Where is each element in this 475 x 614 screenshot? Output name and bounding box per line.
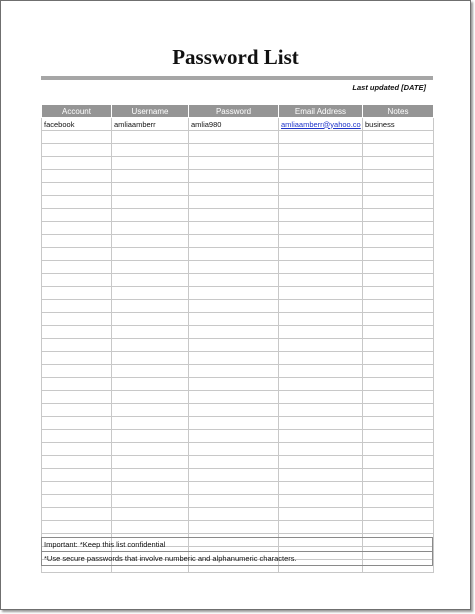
password-cell[interactable] (189, 391, 279, 404)
account-cell[interactable] (42, 495, 112, 508)
account-cell[interactable] (42, 456, 112, 469)
password-cell[interactable] (189, 144, 279, 157)
email-cell[interactable] (279, 365, 363, 378)
table-row (42, 521, 434, 534)
password-cell[interactable] (189, 495, 279, 508)
username-cell[interactable] (112, 417, 189, 430)
table-row (42, 235, 434, 248)
account-cell[interactable] (42, 482, 112, 495)
email-cell[interactable] (279, 469, 363, 482)
email-cell[interactable] (279, 391, 363, 404)
email-cell[interactable] (279, 339, 363, 352)
account-cell[interactable] (42, 209, 112, 222)
account-cell[interactable] (42, 170, 112, 183)
email-cell[interactable] (279, 417, 363, 430)
notes-cell[interactable] (363, 235, 434, 248)
username-cell[interactable] (112, 443, 189, 456)
account-cell[interactable] (42, 196, 112, 209)
account-cell[interactable] (42, 183, 112, 196)
password-cell[interactable] (189, 365, 279, 378)
email-cell[interactable] (279, 443, 363, 456)
table-row (42, 482, 434, 495)
table-row (42, 508, 434, 521)
notes-cell[interactable] (363, 495, 434, 508)
email-cell[interactable] (279, 209, 363, 222)
email-cell[interactable] (279, 235, 363, 248)
account-cell[interactable] (42, 235, 112, 248)
account-cell[interactable] (42, 508, 112, 521)
email-link[interactable]: amliaamberr@yahoo.co (279, 118, 363, 131)
notes-cell[interactable] (363, 365, 434, 378)
password-cell[interactable] (189, 183, 279, 196)
password-cell[interactable] (189, 378, 279, 391)
notes-cell[interactable] (363, 157, 434, 170)
account-cell[interactable] (42, 313, 112, 326)
password-cell[interactable] (189, 469, 279, 482)
password-cell[interactable] (189, 157, 279, 170)
table-row (42, 365, 434, 378)
table-row (42, 378, 434, 391)
notes-cell[interactable] (363, 144, 434, 157)
account-cell[interactable] (42, 157, 112, 170)
column-header-email[interactable]: Email Address (279, 105, 363, 118)
password-cell[interactable] (189, 404, 279, 417)
account-cell[interactable] (42, 378, 112, 391)
table-row (42, 391, 434, 404)
password-cell[interactable] (189, 339, 279, 352)
account-cell[interactable] (42, 404, 112, 417)
username-cell[interactable] (112, 469, 189, 482)
username-cell[interactable] (112, 456, 189, 469)
footer-note-secure-passwords: *Use secure passwords that involve numberic and alphanumeric characters. (44, 554, 297, 563)
username-cell[interactable] (112, 326, 189, 339)
notes-cell[interactable] (363, 469, 434, 482)
column-header-username[interactable]: Username (112, 105, 189, 118)
email-cell[interactable] (279, 326, 363, 339)
email-cell[interactable] (279, 261, 363, 274)
notes-cell[interactable] (363, 326, 434, 339)
username-cell[interactable] (112, 521, 189, 534)
username-cell[interactable] (112, 300, 189, 313)
table-row (42, 183, 434, 196)
username-cell[interactable] (112, 430, 189, 443)
account-cell[interactable] (42, 222, 112, 235)
account-cell[interactable] (42, 521, 112, 534)
table-row (42, 404, 434, 417)
password-cell[interactable] (189, 170, 279, 183)
account-cell[interactable] (42, 326, 112, 339)
username-cell[interactable] (112, 144, 189, 157)
notes-cell[interactable] (363, 313, 434, 326)
account-cell[interactable] (42, 287, 112, 300)
table-row (42, 131, 434, 144)
password-cell[interactable] (189, 482, 279, 495)
table-row (42, 417, 434, 430)
email-cell[interactable] (279, 157, 363, 170)
notes-cell[interactable] (363, 417, 434, 430)
column-header-password[interactable]: Password (189, 105, 279, 118)
username-cell[interactable] (112, 131, 189, 144)
username-cell[interactable]: amliaamberr (112, 118, 189, 131)
table-row (42, 495, 434, 508)
table-row (42, 157, 434, 170)
notes-cell[interactable] (363, 131, 434, 144)
password-cell[interactable] (189, 456, 279, 469)
username-cell[interactable] (112, 248, 189, 261)
password-cell[interactable] (189, 261, 279, 274)
password-cell[interactable] (189, 352, 279, 365)
table-row (42, 430, 434, 443)
email-cell[interactable] (279, 456, 363, 469)
username-cell[interactable] (112, 404, 189, 417)
notes-cell[interactable] (363, 378, 434, 391)
notes-cell[interactable] (363, 404, 434, 417)
email-cell[interactable] (279, 521, 363, 534)
table-row (42, 118, 434, 131)
account-cell[interactable] (42, 417, 112, 430)
email-cell[interactable] (279, 287, 363, 300)
table-row (42, 222, 434, 235)
username-cell[interactable] (112, 170, 189, 183)
notes-cell[interactable] (363, 274, 434, 287)
account-cell[interactable] (42, 131, 112, 144)
password-cell[interactable] (189, 222, 279, 235)
column-header-notes[interactable]: Notes (363, 105, 434, 118)
password-cell[interactable] (189, 430, 279, 443)
footer-note-confidential: Important: *Keep this list confidential (42, 538, 432, 552)
account-cell[interactable] (42, 469, 112, 482)
password-cell[interactable] (189, 326, 279, 339)
notes-cell[interactable] (363, 287, 434, 300)
account-cell[interactable] (42, 144, 112, 157)
account-cell[interactable] (42, 391, 112, 404)
notes-cell[interactable] (363, 170, 434, 183)
password-cell[interactable] (189, 196, 279, 209)
notes-cell[interactable] (363, 183, 434, 196)
email-cell[interactable] (279, 300, 363, 313)
table-row (42, 300, 434, 313)
email-cell[interactable] (279, 378, 363, 391)
email-cell[interactable] (279, 404, 363, 417)
notes-cell[interactable] (363, 391, 434, 404)
table-row (42, 456, 434, 469)
notes-cell[interactable] (363, 508, 434, 521)
title-divider (41, 76, 433, 80)
password-cell[interactable] (189, 443, 279, 456)
password-cell[interactable] (189, 417, 279, 430)
account-cell[interactable] (42, 248, 112, 261)
notes-cell[interactable] (363, 222, 434, 235)
last-updated-label: Last updated [DATE] (352, 83, 426, 92)
password-cell[interactable] (189, 209, 279, 222)
username-cell[interactable] (112, 274, 189, 287)
password-cell[interactable] (189, 274, 279, 287)
username-cell[interactable] (112, 495, 189, 508)
email-cell[interactable] (279, 508, 363, 521)
table-row (42, 339, 434, 352)
table-row (42, 326, 434, 339)
table-row (42, 261, 434, 274)
email-cell[interactable] (279, 222, 363, 235)
table-row (42, 443, 434, 456)
email-cell[interactable] (279, 131, 363, 144)
password-cell[interactable] (189, 521, 279, 534)
notes-cell[interactable] (363, 300, 434, 313)
notes-cell[interactable] (363, 261, 434, 274)
email-cell[interactable] (279, 170, 363, 183)
username-cell[interactable] (112, 378, 189, 391)
password-cell[interactable] (189, 235, 279, 248)
table-row (42, 248, 434, 261)
notes-cell[interactable] (363, 339, 434, 352)
notes-cell[interactable] (363, 209, 434, 222)
notes-cell[interactable]: business (363, 118, 434, 131)
table-row (42, 274, 434, 287)
password-cell[interactable] (189, 508, 279, 521)
account-cell[interactable] (42, 339, 112, 352)
table-row (42, 196, 434, 209)
table-row (42, 352, 434, 365)
account-cell[interactable] (42, 261, 112, 274)
account-cell[interactable] (42, 352, 112, 365)
table-row (42, 469, 434, 482)
username-cell[interactable] (112, 508, 189, 521)
email-cell[interactable] (279, 144, 363, 157)
username-cell[interactable] (112, 339, 189, 352)
email-cell[interactable] (279, 352, 363, 365)
username-cell[interactable] (112, 183, 189, 196)
password-cell[interactable] (189, 287, 279, 300)
notes-cell[interactable] (363, 352, 434, 365)
notes-cell[interactable] (363, 248, 434, 261)
username-cell[interactable] (112, 352, 189, 365)
username-cell[interactable] (112, 482, 189, 495)
notes-cell[interactable] (363, 521, 434, 534)
account-cell[interactable] (42, 365, 112, 378)
email-cell[interactable] (279, 274, 363, 287)
table-row (42, 209, 434, 222)
username-cell[interactable] (112, 209, 189, 222)
account-cell[interactable] (42, 443, 112, 456)
username-cell[interactable] (112, 391, 189, 404)
table-row (42, 170, 434, 183)
email-cell[interactable] (279, 183, 363, 196)
notes-cell[interactable] (363, 196, 434, 209)
table-header-row (42, 105, 434, 118)
username-cell[interactable] (112, 157, 189, 170)
email-cell[interactable] (279, 430, 363, 443)
table-row (42, 144, 434, 157)
username-cell[interactable] (112, 287, 189, 300)
username-cell[interactable] (112, 196, 189, 209)
email-cell[interactable] (279, 196, 363, 209)
email-cell[interactable] (279, 482, 363, 495)
account-cell[interactable]: facebook (42, 118, 112, 131)
notes-cell[interactable] (363, 482, 434, 495)
username-cell[interactable] (112, 313, 189, 326)
table-row (42, 313, 434, 326)
table-row (42, 287, 434, 300)
page-title: Password List (172, 45, 299, 69)
account-cell[interactable] (42, 274, 112, 287)
password-cell[interactable]: amlia980 (189, 118, 279, 131)
account-cell[interactable] (42, 300, 112, 313)
account-cell[interactable] (42, 430, 112, 443)
footer-notes (41, 537, 433, 566)
notes-cell[interactable] (363, 443, 434, 456)
email-cell[interactable] (279, 248, 363, 261)
password-table (41, 104, 434, 573)
email-cell[interactable] (279, 313, 363, 326)
password-cell[interactable] (189, 131, 279, 144)
password-cell[interactable] (189, 300, 279, 313)
username-cell[interactable] (112, 222, 189, 235)
username-cell[interactable] (112, 261, 189, 274)
password-cell[interactable] (189, 313, 279, 326)
email-cell[interactable] (279, 495, 363, 508)
notes-cell[interactable] (363, 456, 434, 469)
password-cell[interactable] (189, 248, 279, 261)
notes-cell[interactable] (363, 430, 434, 443)
username-cell[interactable] (112, 235, 189, 248)
username-cell[interactable] (112, 365, 189, 378)
column-header-account[interactable]: Account (42, 105, 112, 118)
